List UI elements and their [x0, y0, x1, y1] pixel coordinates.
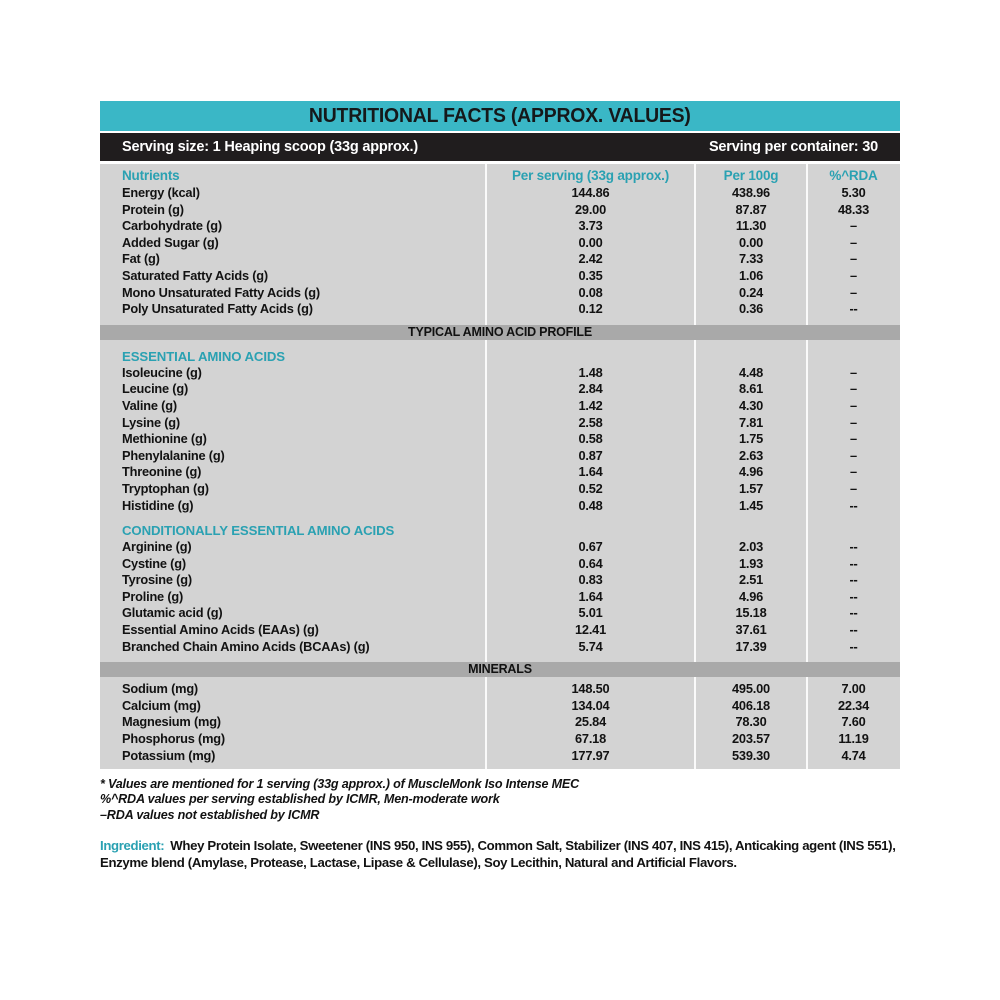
value-per-100g: 4.30: [738, 397, 764, 413]
table-row: [100, 481, 900, 498]
value-per-serving: 2.84: [578, 381, 603, 397]
value-per-serving: 1.64: [578, 588, 603, 604]
value-per-100g: 11.30: [735, 218, 767, 234]
value-per-serving: 148.50: [571, 681, 610, 697]
column-header-per-100g: Per 100g: [723, 168, 779, 183]
table-row: [100, 268, 900, 285]
table-row: [100, 622, 900, 639]
table-row: [100, 572, 900, 589]
ingredient-label: Ingredient:: [100, 837, 165, 853]
value-rda: –: [850, 414, 857, 430]
value-rda: --: [849, 605, 858, 621]
value-rda: 22.34: [837, 697, 870, 713]
value-per-100g: 406.18: [732, 697, 770, 713]
value-rda: --: [849, 622, 858, 638]
column-header-rda: %^RDA: [829, 168, 878, 183]
table-row: [100, 218, 900, 235]
value-per-100g: 2.51: [738, 572, 764, 588]
table-row: [100, 365, 900, 382]
value-rda: 11.19: [838, 731, 869, 747]
nutrient-name: Phosphorus (mg): [122, 731, 225, 747]
value-rda: –: [850, 431, 857, 447]
nutrient-name: Tryptophan (g): [122, 480, 209, 496]
table-row: [100, 639, 900, 656]
value-rda: –: [850, 397, 857, 413]
value-rda: --: [849, 497, 858, 513]
section-band: TYPICAL AMINO ACID PROFILE: [100, 325, 900, 340]
value-per-serving: 1.48: [578, 364, 603, 380]
value-rda: –: [850, 251, 857, 267]
value-rda: –: [850, 234, 857, 250]
value-per-serving: 2.42: [578, 251, 603, 267]
value-per-100g: 539.30: [732, 747, 770, 763]
value-per-serving: 25.84: [574, 714, 607, 730]
table-row: [100, 202, 900, 219]
value-rda: --: [849, 572, 858, 588]
value-per-100g: 8.61: [738, 381, 764, 397]
nutrient-name: Histidine (g): [122, 497, 194, 513]
nutrient-name: Lysine (g): [122, 414, 180, 430]
value-rda: –: [850, 364, 857, 380]
value-per-serving: 67.18: [574, 731, 607, 747]
table-row: [100, 605, 900, 622]
table-row: [100, 185, 900, 202]
table-row: [100, 731, 900, 748]
value-per-100g: 4.48: [738, 364, 764, 380]
table-row: [100, 301, 900, 318]
value-rda: --: [849, 638, 858, 654]
table-row: [100, 498, 900, 515]
value-rda: --: [849, 555, 858, 571]
value-rda: –: [850, 447, 857, 463]
nutrient-name: Branched Chain Amino Acids (BCAAs) (g): [122, 638, 370, 654]
value-per-100g: 1.57: [738, 480, 764, 496]
value-rda: --: [849, 301, 858, 317]
column-header-nutrients: Nutrients: [122, 168, 180, 183]
value-per-serving: 2.58: [578, 414, 603, 430]
serving-size-text: Serving size: 1 Heaping scoop (33g approx.): [122, 139, 418, 155]
column-header-per-serving: Per serving (33g approx.): [511, 168, 670, 183]
value-per-100g: 1.06: [738, 267, 764, 283]
nutrient-name: Poly Unsaturated Fatty Acids (g): [122, 301, 313, 317]
nutrient-name: Phenylalanine (g): [122, 447, 225, 463]
value-per-serving: 1.64: [578, 464, 603, 480]
value-rda: –: [850, 381, 857, 397]
table-row: [100, 539, 900, 556]
page-title: NUTRITIONAL FACTS (APPROX. VALUES): [309, 104, 691, 127]
value-per-100g: 2.63: [738, 447, 764, 463]
value-rda: –: [850, 480, 857, 496]
table-row: [100, 448, 900, 465]
value-rda: 48.33: [837, 201, 870, 217]
value-rda: –: [850, 267, 857, 283]
value-per-serving: 12.41: [574, 622, 607, 638]
nutrient-name: Arginine (g): [122, 539, 192, 555]
footnote-line: –RDA values not established by ICMR: [100, 807, 320, 822]
value-per-serving: 0.00: [578, 234, 603, 250]
value-per-100g: 17.39: [735, 638, 767, 654]
value-per-serving: 0.83: [578, 572, 603, 588]
nutrient-name: Valine (g): [122, 397, 177, 413]
value-per-serving: 0.08: [578, 284, 603, 300]
nutrient-name: Potassium (mg): [122, 747, 216, 763]
value-rda: –: [850, 284, 857, 300]
value-per-100g: 438.96: [732, 185, 770, 200]
value-per-100g: 4.96: [738, 464, 764, 480]
nutrient-name: Saturated Fatty Acids (g): [122, 267, 268, 283]
title-bar: [100, 101, 900, 131]
table-row: [100, 285, 900, 302]
value-per-100g: 37.61: [735, 622, 767, 638]
table-row: [100, 698, 900, 715]
servings-per-container-text: Serving per container: 30: [708, 139, 878, 155]
nutrition-table-body: [100, 185, 900, 764]
table-row: [100, 556, 900, 573]
nutrient-name: Mono Unsaturated Fatty Acids (g): [122, 284, 320, 300]
nutrient-name: Methionine (g): [122, 431, 207, 447]
ingredient-section: [100, 837, 902, 872]
value-per-100g: 1.45: [738, 497, 764, 513]
nutrient-name: Tyrosine (g): [122, 572, 192, 588]
footnote-line: * Values are mentioned for 1 serving (33g approx.) of MuscleMonk Iso Intense MEC: [100, 777, 579, 792]
nutrition-label: [100, 101, 900, 872]
nutrient-name: Protein (g): [122, 201, 184, 217]
value-per-serving: 177.97: [571, 747, 610, 763]
nutrient-name: Added Sugar (g): [122, 234, 219, 250]
value-per-serving: 1.42: [578, 397, 603, 413]
value-per-serving: 5.01: [578, 605, 603, 621]
table-row: [100, 464, 900, 481]
nutrient-name: Energy (kcal): [122, 185, 200, 200]
table-header-row: [100, 167, 900, 185]
value-rda: –: [850, 218, 857, 234]
table-row: [100, 235, 900, 252]
table-row: [100, 714, 900, 731]
value-rda: --: [849, 539, 858, 555]
value-per-serving: 0.58: [578, 431, 603, 447]
value-per-100g: 7.81: [738, 414, 764, 430]
value-per-100g: 1.93: [738, 555, 764, 571]
ingredient-text: Whey Protein Isolate, Sweetener (INS 950, INS 955), Common Salt, Stabilizer (INS 407, INS 415), Anticaking agent (INS 551), Enzyme blend (Amylase, Protease, Lactase, Lipase & Cellulase), Soy Lecithin, Natural and Artificial Flavors.: [100, 837, 896, 871]
footnote-line: %^RDA values per serving established by ICMR, Men-moderate work: [100, 792, 500, 807]
nutrient-name: Essential Amino Acids (EAAs) (g): [122, 622, 319, 638]
table-row: [100, 381, 900, 398]
table-row: [100, 681, 900, 698]
value-per-100g: 203.57: [732, 731, 770, 747]
nutrient-name: Glutamic acid (g): [122, 605, 223, 621]
value-per-serving: 0.48: [578, 497, 603, 513]
value-per-100g: 4.96: [738, 588, 764, 604]
table-row: [100, 589, 900, 606]
value-per-serving: 0.35: [578, 267, 603, 283]
nutrient-name: Proline (g): [122, 588, 184, 604]
value-per-serving: 29.00: [574, 201, 607, 217]
nutrient-name: Threonine (g): [122, 464, 202, 480]
value-per-100g: 2.03: [738, 539, 764, 555]
value-per-100g: 495.00: [732, 681, 770, 697]
serving-bar: [100, 133, 900, 161]
value-rda: 5.30: [841, 185, 866, 200]
value-per-serving: 0.52: [578, 480, 603, 496]
section-subtitle: CONDITIONALLY ESSENTIAL AMINO ACIDS: [122, 523, 395, 539]
value-rda: 7.60: [841, 714, 866, 730]
nutrient-name: Magnesium (mg): [122, 714, 221, 730]
value-per-100g: 15.18: [735, 605, 767, 621]
nutrient-name: Carbohydrate (g): [122, 218, 222, 234]
value-per-100g: 0.36: [738, 301, 764, 317]
value-per-serving: 5.74: [578, 638, 603, 654]
value-rda: 7.00: [841, 681, 866, 697]
table-row: [100, 398, 900, 415]
table-row: [100, 251, 900, 268]
nutrient-name: Fat (g): [122, 251, 160, 267]
value-per-100g: 0.00: [738, 234, 764, 250]
value-rda: 4.74: [841, 747, 866, 763]
nutrient-name: Cystine (g): [122, 555, 186, 571]
value-per-serving: 134.04: [571, 697, 610, 713]
value-rda: –: [850, 464, 857, 480]
nutrient-name: Isoleucine (g): [122, 364, 202, 380]
value-per-100g: 0.24: [738, 284, 764, 300]
value-per-100g: 87.87: [735, 201, 767, 217]
table-row: [100, 415, 900, 432]
value-per-100g: 1.75: [738, 431, 764, 447]
value-per-serving: 3.73: [578, 218, 603, 234]
value-per-serving: 0.64: [578, 555, 603, 571]
section-subtitle: ESSENTIAL AMINO ACIDS: [122, 348, 286, 364]
table-row: [100, 748, 900, 765]
value-per-serving: 0.87: [578, 447, 603, 463]
nutrient-name: Sodium (mg): [122, 681, 198, 697]
nutrient-name: Leucine (g): [122, 381, 189, 397]
value-per-serving: 144.86: [571, 185, 610, 200]
section-band: MINERALS: [100, 662, 900, 677]
value-per-100g: 78.30: [735, 714, 767, 730]
value-per-100g: 7.33: [738, 251, 764, 267]
value-rda: --: [849, 588, 858, 604]
nutrient-name: Calcium (mg): [122, 697, 201, 713]
nutrition-table: [100, 164, 900, 769]
value-per-serving: 0.67: [578, 539, 603, 555]
footnotes: [100, 777, 900, 823]
value-per-serving: 0.12: [578, 301, 603, 317]
table-row: [100, 431, 900, 448]
